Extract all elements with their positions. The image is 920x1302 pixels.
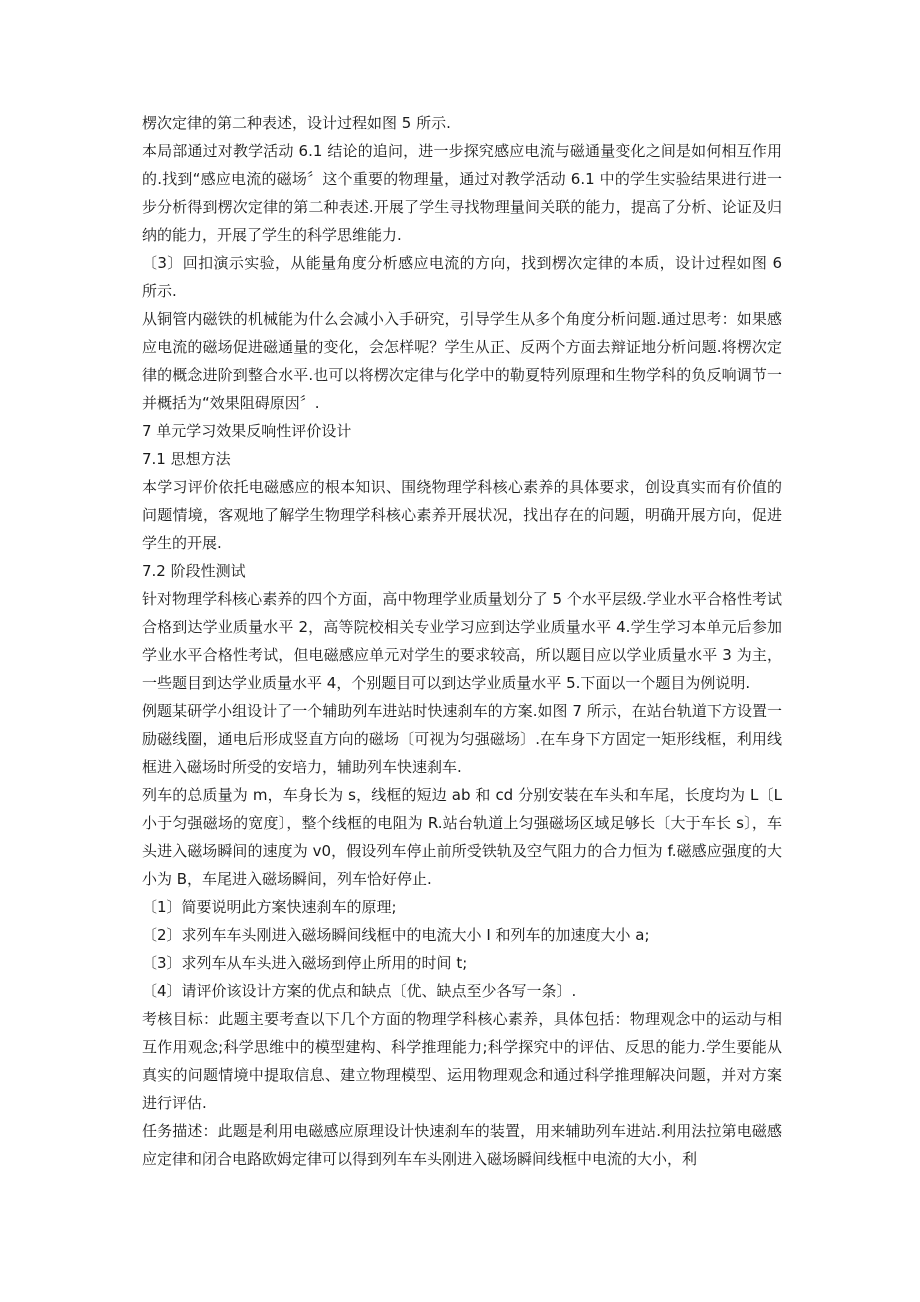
question-2: 〔2〕求列车车头刚进入磁场瞬间线框中的电流大小 I 和列车的加速度大小 a;	[142, 926, 650, 944]
section-heading-7: 7 单元学习效果反响性评价设计	[142, 422, 352, 440]
paragraph-copper-tube: 从铜管内磁铁的机械能为什么会减小入手研究，引导学生从多个角度分析问题.通过思考：如果感应电流的磁场促进磁通量的变化，会怎样呢？学生从正、反两个方面去辩证地分析问题.将楞次定律的概念进阶到整合水平.也可以将楞次定律与化学中的勒夏特列原理和生物学科的负反响调节一并概括为“效果阻碍原因〞.	[142, 310, 782, 412]
paragraph-demo-energy: 〔3〕回扣演示实验，从能量角度分析感应电流的方向，找到楞次定律的本质，设计过程如图 6 所示.	[142, 254, 787, 300]
question-3: 〔3〕求列车从车头进入磁场到停止所用的时间 t;	[142, 954, 468, 972]
section-heading-7-1: 7.1 思想方法	[142, 450, 231, 468]
paragraph-problem-conditions: 列车的总质量为 m，车身长为 s，线框的短边 ab 和 cd 分别安装在车头和车尾，长度均为 L〔L 小于匀强磁场的宽度〕，整个线框的电阻为 R.站台轨道上匀强磁场区域足够长〔大于车长 s〕，车头进入磁场瞬间的速度为 v0，假设列车停止前所受铁轨及空气阻力的合力恒为 f.磁感应强度的大小为 B，车尾进入磁场瞬间，列车恰好停止.	[142, 786, 787, 888]
paragraph-activity-followup: 本局部通过对教学活动 6.1 结论的追问，进一步探究感应电流与磁通量变化之间是如何相互作用的.找到“感应电流的磁场〞这个重要的物理量，通过对教学活动 6.1 中的学生实验结果进行进一步分析得到楞次定律的第二种表述.开展了学生寻找物理量间关联的能力，提高了分析、论证及归纳的能力，开展了学生的科学思维能力.	[142, 142, 782, 244]
question-1: 〔1〕简要说明此方案快速刹车的原理;	[142, 898, 397, 916]
question-4: 〔4〕请评价该设计方案的优点和缺点〔优、缺点至少各写一条〕.	[142, 982, 577, 1000]
paragraph-example-problem: 例题某研学小组设计了一个辅助列车进站时快速刹车的方案.如图 7 所示，在站台轨道下方设置一励磁线圈，通电后形成竖直方向的磁场〔可视为匀强磁场〕.在车身下方固定一矩形线框，利用线框进入磁场时所受的安培力，辅助列车快速刹车.	[142, 702, 782, 776]
paragraph-evaluation-basis: 本学习评价依托电磁感应的根本知识、围绕物理学科核心素养的具体要求，创设真实而有价值的问题情境，客观地了解学生物理学科核心素养开展状况，找出存在的问题，明确开展方向，促进学生的开展.	[142, 478, 782, 552]
paragraph-assessment-goals: 考核目标：此题主要考查以下几个方面的物理学科核心素养，具体包括：物理观念中的运动与相互作用观念;科学思维中的模型建构、科学推理能力;科学探究中的评估、反思的能力.学生要能从真实的问题情境中提取信息、建立物理模型、运用物理观念和通过科学推理解决问题，并对方案进行评估.	[142, 1010, 782, 1112]
paragraph-quality-levels: 针对物理学科核心素养的四个方面，高中物理学业质量划分了 5 个水平层级.学业水平合格性考试合格到达学业质量水平 2，高等院校相关专业学习应到达学业质量水平 4.学生学习本单元后参加学业水平合格性考试，但电磁感应单元对学生的要求较高，所以题目应以学业质量水平 3 为主，一些题目到达学业质量水平 4，个别题目可以到达学业质量水平 5.下面以一个题目为例说明.	[142, 590, 782, 692]
section-heading-7-2: 7.2 阶段性测试	[142, 562, 246, 580]
paragraph-task-description: 任务描述：此题是利用电磁感应原理设计快速刹车的装置，用来辅助列车进站.利用法拉第电磁感应定律和闭合电路欧姆定律可以得到列车车头刚进入磁场瞬间线框中电流的大小，利	[142, 1122, 782, 1168]
document-page	[142, 109, 787, 1173]
paragraph-lenz-second-form: 楞次定律的第二种表述，设计过程如图 5 所示.	[142, 114, 451, 132]
